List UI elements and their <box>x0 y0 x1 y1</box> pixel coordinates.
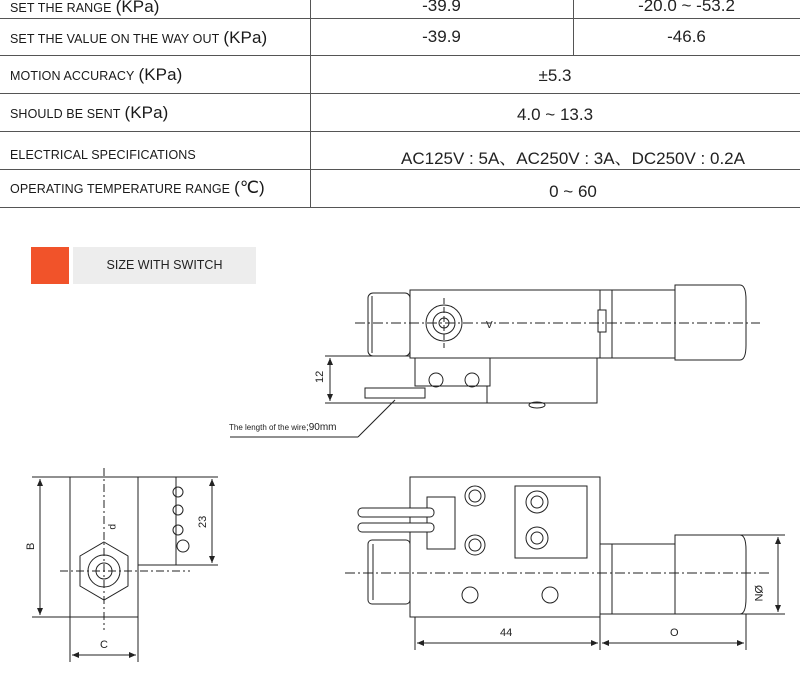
spec-value-left: -39.9 <box>422 27 461 46</box>
spec-value: 0 ~ 60 <box>549 182 597 201</box>
spec-label: SET THE VALUE ON THE WAY OUT (KPa) <box>10 28 268 47</box>
dim-44-label: 44 <box>500 627 513 639</box>
spec-value: ±5.3 <box>538 66 572 85</box>
spec-label: OPERATING TEMPERATURE RANGE (℃) <box>10 178 265 197</box>
spec-label: MOTION ACCURACY (KPa) <box>10 65 183 84</box>
spec-value: 4.0 ~ 13.3 <box>516 105 594 124</box>
dim-b-label: B <box>25 542 37 550</box>
spec-value-right: -46.6 <box>667 27 706 46</box>
dim-23-label: 23 <box>197 515 209 528</box>
spec-label: SET THE RANGE (KPa) <box>10 0 160 16</box>
top-view <box>345 477 785 650</box>
wire-note: The length of the wire;90mm <box>229 422 337 433</box>
end-view <box>32 468 218 662</box>
spec-label: ELECTRICAL SPECIFICATIONS <box>10 148 196 162</box>
side-view <box>230 285 760 437</box>
spec-value-left: -39.9 <box>422 0 461 15</box>
section-title: SIZE WITH SWITCH <box>73 247 256 284</box>
spec-value: AC125V : 5A、AC250V : 3A、DC250V : 0.2A <box>401 149 745 168</box>
dim-o-label: O <box>670 627 679 639</box>
mark-p: p <box>107 524 118 530</box>
dim-c-label: C <box>100 639 108 651</box>
spec-value-right: -20.0 ~ -53.2 <box>638 0 735 15</box>
dim-phi-n-label: ØN <box>752 585 764 602</box>
spec-label: SHOULD BE SENT (KPa) <box>10 103 169 122</box>
dim-12-label: 12 <box>314 370 326 383</box>
mark-v: V <box>486 320 493 331</box>
